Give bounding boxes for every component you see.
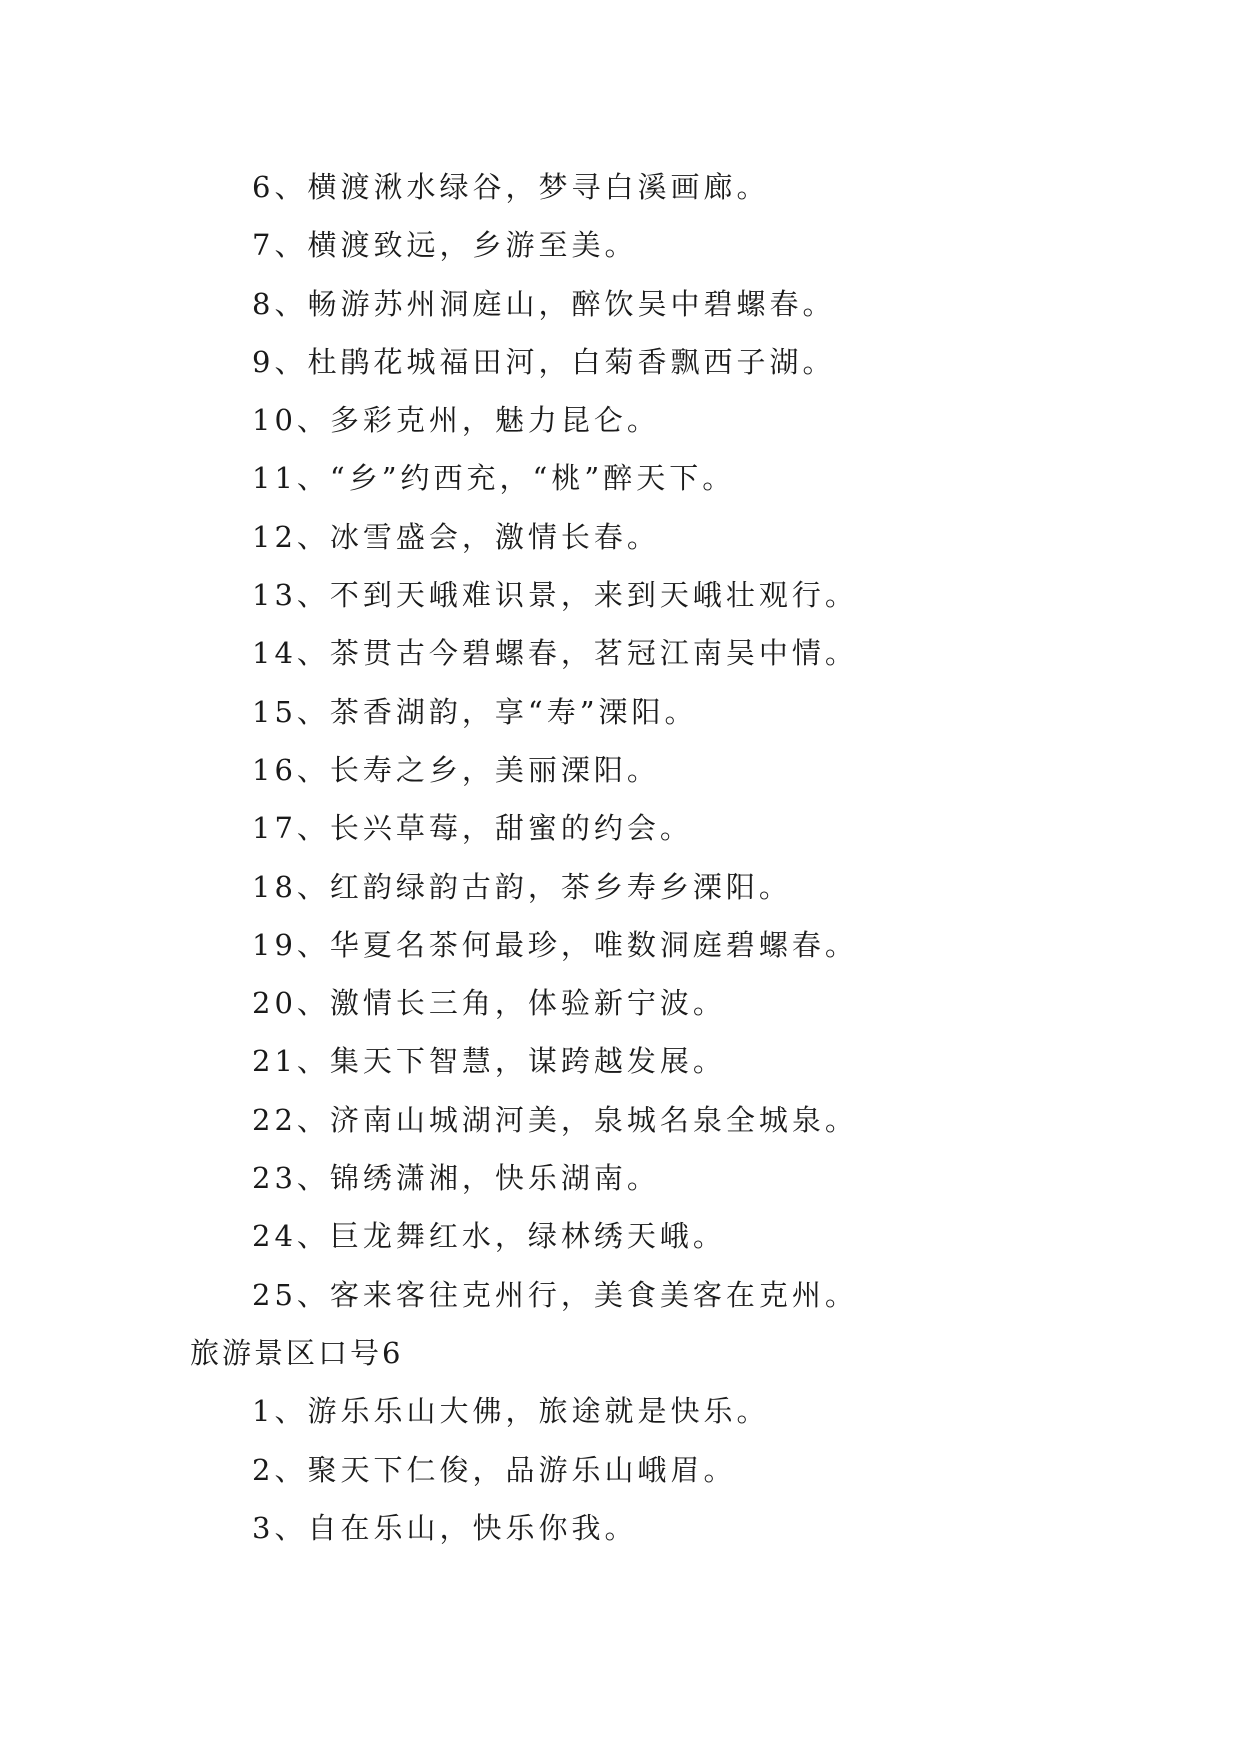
list-item: 22、济南山城湖河美，泉城名泉全城泉。 [252, 1102, 858, 1137]
list-item: 20、激情长三角，体验新宁波。 [252, 986, 726, 1021]
list-item: 15、茶香湖韵，享“寿”溧阳。 [252, 694, 698, 729]
list-item: 18、红韵绿韵古韵，茶乡寿乡溧阳。 [252, 869, 792, 904]
list-item: 9、杜鹃花城福田河，白菊香飘西子湖。 [252, 344, 836, 379]
list-item: 24、巨龙舞红水，绿林绣天峨。 [252, 1219, 726, 1254]
list-item: 13、不到天峨难识景，来到天峨壮观行。 [252, 578, 858, 613]
slogan-list [190, 158, 1090, 1557]
list-item: 12、冰雪盛会，激情长春。 [252, 519, 660, 554]
list-item: 21、集天下智慧，谋跨越发展。 [252, 1044, 726, 1079]
list-item: 3、自在乐山，快乐你我。 [252, 1510, 638, 1545]
list-item: 19、华夏名茶何最珍，唯数洞庭碧螺春。 [252, 927, 858, 962]
section-heading: 旅游景区口号6 [190, 1335, 404, 1370]
list-item: 10、多彩克州，魅力昆仑。 [252, 403, 660, 438]
list-item: 23、锦绣潇湘，快乐湖南。 [252, 1161, 660, 1196]
list-item: 1、游乐乐山大佛，旅途就是快乐。 [252, 1394, 770, 1429]
list-item: 2、聚天下仁俊，品游乐山峨眉。 [252, 1452, 737, 1487]
list-item: 16、长寿之乡，美丽溧阳。 [252, 752, 660, 787]
list-item: 17、长兴草莓，甜蜜的约会。 [252, 811, 693, 846]
list-item: 8、畅游苏州洞庭山，醉饮吴中碧螺春。 [252, 286, 836, 321]
list-item: 7、横渡致远，乡游至美。 [252, 228, 638, 263]
list-item: 14、茶贯古今碧螺春，茗冠江南吴中情。 [252, 636, 858, 671]
list-item: 6、横渡湫水绿谷，梦寻白溪画廊。 [252, 170, 770, 204]
list-item: 25、客来客往克州行，美食美客在克州。 [252, 1277, 858, 1312]
list-item: 11、“乡”约西充，“桃”醉天下。 [252, 461, 736, 496]
